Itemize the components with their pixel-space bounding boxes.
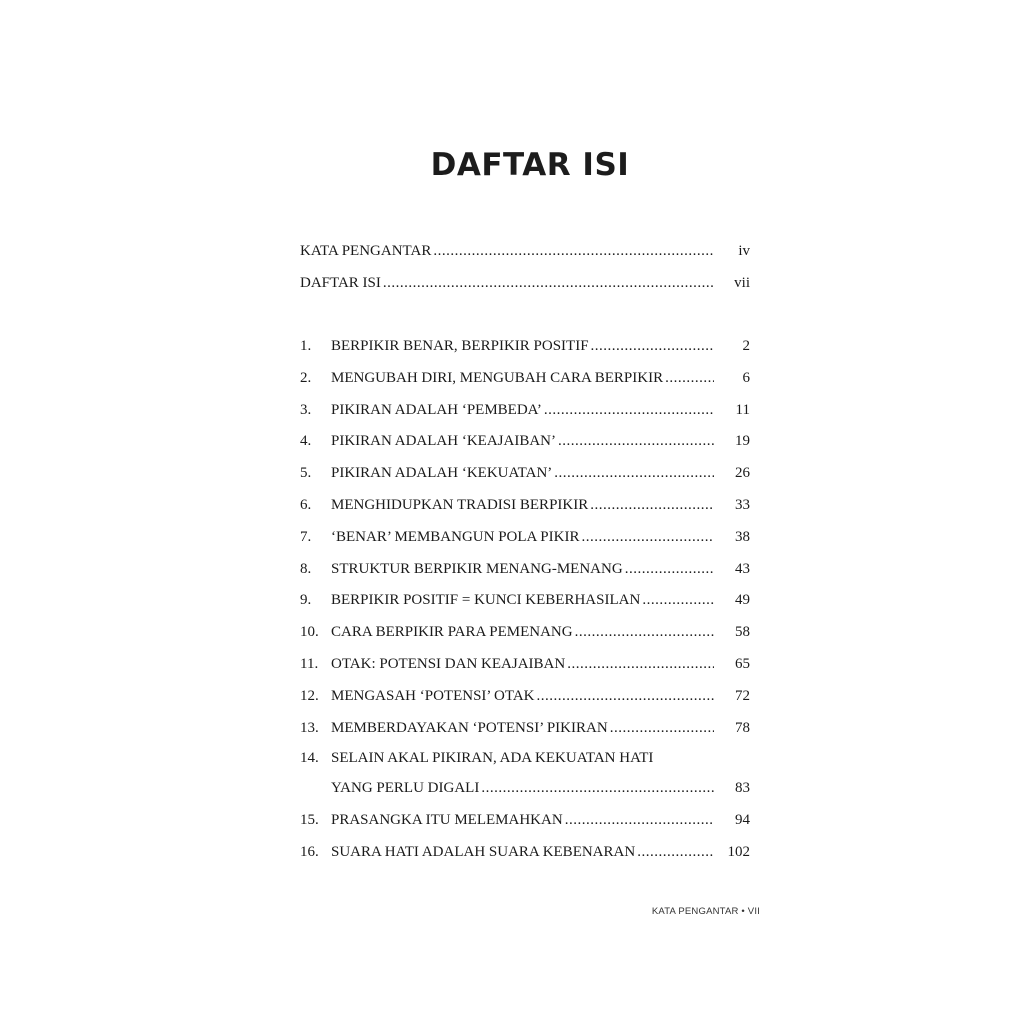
toc-entry-page: vii [734, 274, 750, 291]
dot-leader [544, 395, 714, 427]
chapter-number: 4. [300, 433, 312, 450]
chapter-title: PIKIRAN ADALAH ‘KEKUATAN’ [331, 465, 553, 482]
toc-chapter-14-continued [300, 773, 750, 805]
dot-leader [642, 585, 714, 617]
chapter-page: 94 [735, 812, 750, 829]
toc-entry-page: iv [738, 243, 750, 259]
toc-front-matter [300, 236, 750, 300]
chapter-title: BERPIKIR BENAR, BERPIKIR POSITIF [331, 338, 589, 354]
chapter-number: 1. [300, 338, 312, 354]
toc-chapter-12 [300, 681, 750, 713]
dot-leader [591, 331, 714, 363]
chapter-title: PIKIRAN ADALAH ‘KEAJAIBAN’ [331, 433, 556, 450]
chapter-title: ‘BENAR’ MEMBANGUN POLA PIKIR [331, 528, 580, 545]
page-footer: KATA PENGANTAR • VII [651, 906, 760, 917]
chapter-number: 14. [300, 750, 319, 767]
chapter-page: 6 [742, 369, 750, 386]
toc-chapter-7 [300, 522, 750, 554]
chapter-title: MENGUBAH DIRI, MENGUBAH CARA BERPIKIR [331, 369, 664, 386]
toc-chapter-10 [300, 617, 750, 649]
dot-leader [565, 805, 714, 837]
dot-leader [383, 268, 714, 300]
toc-chapter-3 [300, 395, 750, 427]
toc-entry-daftar-isi [300, 268, 750, 300]
toc-chapter-5 [300, 458, 750, 490]
dot-leader [554, 458, 714, 490]
chapter-page: 78 [735, 719, 750, 736]
chapter-number: 12. [300, 687, 319, 704]
page-title: DAFTAR ISI [430, 146, 630, 183]
chapter-page: 102 [727, 843, 750, 860]
chapter-number: 16. [300, 843, 319, 860]
dot-leader [537, 681, 714, 713]
chapter-page: 19 [735, 433, 750, 450]
chapter-title: MENGHIDUPKAN TRADISI BERPIKIR [331, 496, 589, 513]
chapter-number: 9. [300, 592, 312, 609]
dot-leader [558, 426, 714, 458]
dot-leader [433, 236, 714, 268]
toc-entry-label: KATA PENGANTAR [300, 243, 432, 259]
toc-chapter-8 [300, 554, 750, 586]
toc-chapter-13 [300, 713, 750, 745]
chapter-page: 38 [735, 528, 750, 545]
chapter-number: 13. [300, 719, 319, 736]
dot-leader [481, 773, 714, 805]
dot-leader [637, 837, 714, 869]
toc-chapter-15 [300, 805, 750, 837]
chapter-number: 10. [300, 624, 319, 641]
chapter-page: 83 [735, 780, 750, 797]
toc-chapter-6 [300, 490, 750, 522]
dot-leader [567, 649, 714, 681]
chapter-number: 7. [300, 528, 312, 545]
chapter-title: OTAK: POTENSI DAN KEAJAIBAN [331, 655, 566, 672]
chapter-number: 11. [300, 655, 319, 672]
dot-leader [590, 490, 714, 522]
dot-leader [581, 522, 714, 554]
chapter-page: 26 [735, 465, 750, 482]
chapter-page: 43 [735, 560, 750, 577]
chapter-title: BERPIKIR POSITIF = KUNCI KEBERHASILAN [331, 592, 641, 609]
dot-leader [625, 554, 714, 586]
chapter-title-continued: YANG PERLU DIGALI [331, 780, 480, 797]
dot-leader [575, 617, 714, 649]
chapter-title: SELAIN AKAL PIKIRAN, ADA KEKUATAN HATI [331, 750, 654, 767]
chapter-page: 49 [735, 592, 750, 609]
chapter-title: PRASANGKA ITU MELEMAHKAN [331, 812, 563, 829]
toc-chapter-9 [300, 585, 750, 617]
chapter-number: 5. [300, 465, 312, 482]
chapter-page: 58 [735, 624, 750, 641]
chapter-number: 15. [300, 812, 319, 829]
chapter-number: 3. [300, 401, 312, 418]
chapter-number: 8. [300, 560, 312, 577]
chapter-title: PIKIRAN ADALAH ‘PEMBEDA’ [331, 401, 542, 418]
chapter-page: 11 [735, 401, 750, 418]
toc-chapter-16 [300, 837, 750, 869]
chapter-page: 72 [735, 687, 750, 704]
dot-leader [665, 363, 714, 395]
chapter-title: MEMBERDAYAKAN ‘POTENSI’ PIKIRAN [331, 719, 608, 736]
toc-chapter-4 [300, 426, 750, 458]
toc-entry-label: DAFTAR ISI [300, 274, 381, 291]
toc-chapter-11 [300, 649, 750, 681]
chapter-page: 65 [735, 655, 750, 672]
toc-entry-kata-pengantar [300, 236, 750, 268]
chapter-page: 2 [742, 338, 750, 354]
chapter-title: MENGASAH ‘POTENSI’ OTAK [331, 687, 535, 704]
chapter-title: STRUKTUR BERPIKIR MENANG-MENANG [331, 560, 623, 577]
chapter-page: 33 [735, 496, 750, 513]
toc-chapter-1 [300, 331, 750, 363]
toc-chapter-2 [300, 363, 750, 395]
toc-chapter-14 [300, 744, 750, 773]
chapter-title: SUARA HATI ADALAH SUARA KEBENARAN [331, 843, 636, 860]
chapter-number: 2. [300, 369, 312, 386]
toc-chapters [300, 331, 750, 869]
dot-leader [610, 713, 714, 745]
chapter-title: CARA BERPIKIR PARA PEMENANG [331, 624, 573, 641]
chapter-number: 6. [300, 496, 312, 513]
